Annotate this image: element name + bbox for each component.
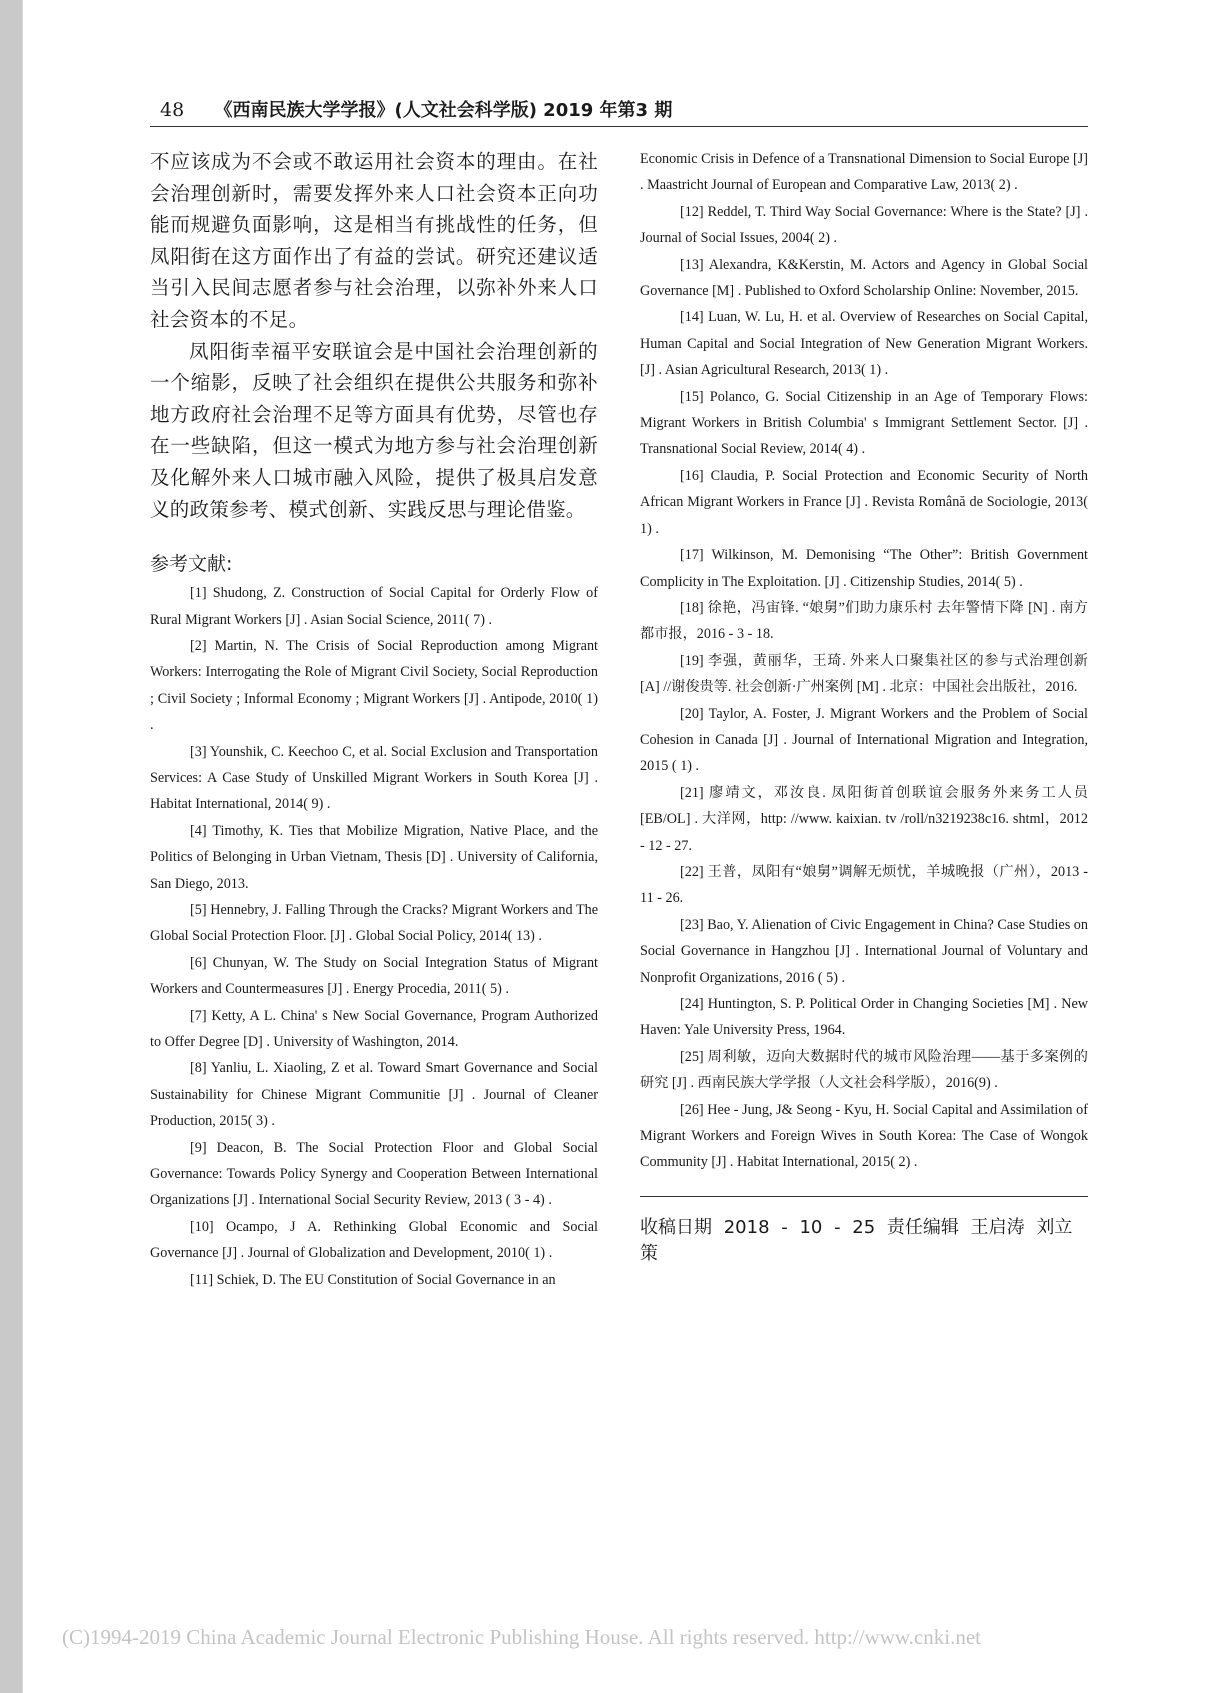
page-left-margin [0, 0, 22, 1693]
received-date-editors: 收稿日期 2018 - 10 - 25 责任编辑 王启涛 刘立策 [640, 1216, 1073, 1264]
running-header [160, 96, 1088, 122]
reference-18: [18] 徐艳，冯宙锋. “娘舅”们助力康乐村 去年警情下降 [N] . 南方都市报，2016 - 3 - 18. [640, 599, 1088, 643]
reference-23: [23] Bao, Y. Alienation of Civic Engagement in China? Case Studies on Social Governance in Hangzhou [J] . International Journal of Voluntary and Nonprofit Organizations, 2016 ( 5) . [640, 916, 1088, 986]
left-column [150, 146, 598, 1293]
reference-25: [25] 周利敏，迈向大数据时代的城市风险治理——基于多案例的研究 [J] . 西南民族大学学报（人文社会科学版），2016(9) . [640, 1048, 1088, 1092]
page-number: 48 [160, 99, 185, 121]
reference-19: [19] 李强，黄丽华，王琦. 外来人口聚集社区的参与式治理创新 [A] //谢俊贵等. 社会创新·广州案例 [M] . 北京：中国社会出版社，2016. [640, 652, 1088, 696]
reference-12: [12] Reddel, T. Third Way Social Governance: Where is the State? [J] . Journal of Social Issues, 2004( 2) . [640, 203, 1088, 247]
reference-11-start: [11] Schiek, D. The EU Constitution of Social Governance in an [190, 1271, 556, 1288]
body-paragraph-2: 凤阳街幸福平安联谊会是中国社会治理创新的一个缩影，反映了社会组织在提供公共服务和弥补地方政府社会治理不足等方面具有优势，尽管也存在一些缺陷，但这一模式为地方参与社会治理创新及化解外来人口城市融入风险，提供了极具启发意义的政策参考、模式创新、实践反思与理论借鉴。 [150, 339, 598, 521]
reference-5: [5] Hennebry, J. Falling Through the Cracks? Migrant Workers and The Global Social Protection Floor. [J] . Global Social Policy, 2014( 13) . [150, 902, 598, 945]
reference-4: [4] Timothy, K. Ties that Mobilize Migration, Native Place, and the Politics of Belonging in Urban Vietnam, Thesis [D] . University of California, San Diego, 2013. [150, 822, 598, 892]
copyright-watermark: (C)1994-2019 China Academic Journal Electronic Publishing House. All rights reserved. http://www.cnki.net [62, 1625, 981, 1649]
reference-9: [9] Deacon, B. The Social Protection Floor and Global Social Governance: Towards Policy Synergy and Cooperation Between International Organizations [J] . International Social Security Review, 2013 ( 3 - 4) . [150, 1139, 598, 1209]
header-rule [150, 126, 1088, 127]
body-paragraph-1: 不应该成为不会或不敢运用社会资本的理由。在社会治理创新时，需要发挥外来人口社会资本正向功能而规避负面影响，这是相当有挑战性的任务，但凤阳街在这方面作出了有益的尝试。研究还建议适当引入民间志愿者参与社会治理，以弥补外来人口社会资本的不足。 [150, 150, 598, 331]
reference-21: [21] 廖靖文，邓汝良. 凤阳街首创联谊会服务外来务工人员 [EB/OL] . 大洋网，http: //www. kaixian. tv /roll/n3219238c16. shtml，2012 - 12 - 27. [640, 784, 1088, 854]
journal-title: 《西南民族大学学报》(人文社会科学版) 2019 年第3 期 [214, 100, 673, 121]
reference-20: [20] Taylor, A. Foster, J. Migrant Workers and the Problem of Social Cohesion in Canada [J] . Journal of International Migration and Integration, 2015 ( 1) . [640, 705, 1088, 775]
reference-3: [3] Younshik, C. Keechoo C, et al. Social Exclusion and Transportation Services: A Case Study of Unskilled Migrant Workers in South Korea [J] . Habitat International, 2014( 9) . [150, 743, 598, 813]
right-column [640, 146, 1088, 1265]
reference-17: [17] Wilkinson, M. Demonising “The Other”: British Government Complicity in The Exploitation. [J] . Citizenship Studies, 2014( 5) . [640, 547, 1088, 590]
reference-15: [15] Polanco, G. Social Citizenship in an Age of Temporary Flows: Migrant Workers in British Columbia' s Immigrant Settlement Sector. [J] . Transnational Social Review, 2014( 4) . [640, 388, 1088, 458]
references-heading: 参考文献: [150, 553, 233, 576]
reference-24: [24] Huntington, S. P. Political Order in Changing Societies [M] . New Haven: Yale University Press, 1964. [640, 996, 1088, 1039]
reference-8: [8] Yanliu, L. Xiaoling, Z et al. Toward Smart Governance and Social Sustainability for Chinese Migrant Communitie [J] . Journal of Cleaner Production, 2015( 3) . [150, 1060, 598, 1130]
reference-22: [22] 王普，凤阳有“娘舅”调解无烦忧，羊城晚报（广州），2013 - 11 - 26. [640, 863, 1088, 907]
reference-14: [14] Luan, W. Lu, H. et al. Overview of Researches on Social Capital, Human Capital and Social Integration of New Generation Migrant Workers. [J] . Asian Agricultural Research, 2013( 1) . [640, 309, 1088, 379]
reference-6: [6] Chunyan, W. The Study on Social Integration Status of Migrant Workers and Countermeasures [J] . Energy Procedia, 2011( 5) . [150, 954, 598, 998]
reference-13: [13] Alexandra, K&Kerstin, M. Actors and Agency in Global Social Governance [M] . Published to Oxford Scholarship Online: November, 2015. [640, 256, 1088, 300]
reference-1: [1] Shudong, Z. Construction of Social Capital for Orderly Flow of Rural Migrant Workers [J] . Asian Social Science, 2011( 7) . [150, 585, 598, 628]
reference-11-continued: Economic Crisis in Defence of a Transnational Dimension to Social Europe [J] . Maastricht Journal of European and Comparative Law, 2013( 2) . [640, 151, 1089, 194]
reference-16: [16] Claudia, P. Social Protection and Economic Security of North African Migrant Workers in France [J] . Revista Română de Sociologie, 2013( 1) . [640, 467, 1088, 537]
reference-2: [2] Martin, N. The Crisis of Social Reproduction among Migrant Workers: Interrogating the Role of Migrant Civil Society, Social Reproduction ; Civil Society ; Informal Economy ; Migrant Workers [J] . Antipode, 2010( 1) . [150, 637, 598, 734]
reference-10: [10] Ocampo, J A. Rethinking Global Economic and Social Governance [J] . Journal of Globalization and Development, 2010( 1) . [150, 1218, 598, 1262]
footer-rule [640, 1196, 1088, 1197]
reference-7: [7] Ketty, A L. China' s New Social Governance, Program Authorized to Offer Degree [D] . University of Washington, 2014. [150, 1007, 598, 1051]
reference-26: [26] Hee - Jung, J& Seong - Kyu, H. Social Capital and Assimilation of Migrant Workers and Foreign Wives in South Korea: The Case of Wongok Community [J] . Habitat International, 2015( 2) . [640, 1101, 1088, 1171]
